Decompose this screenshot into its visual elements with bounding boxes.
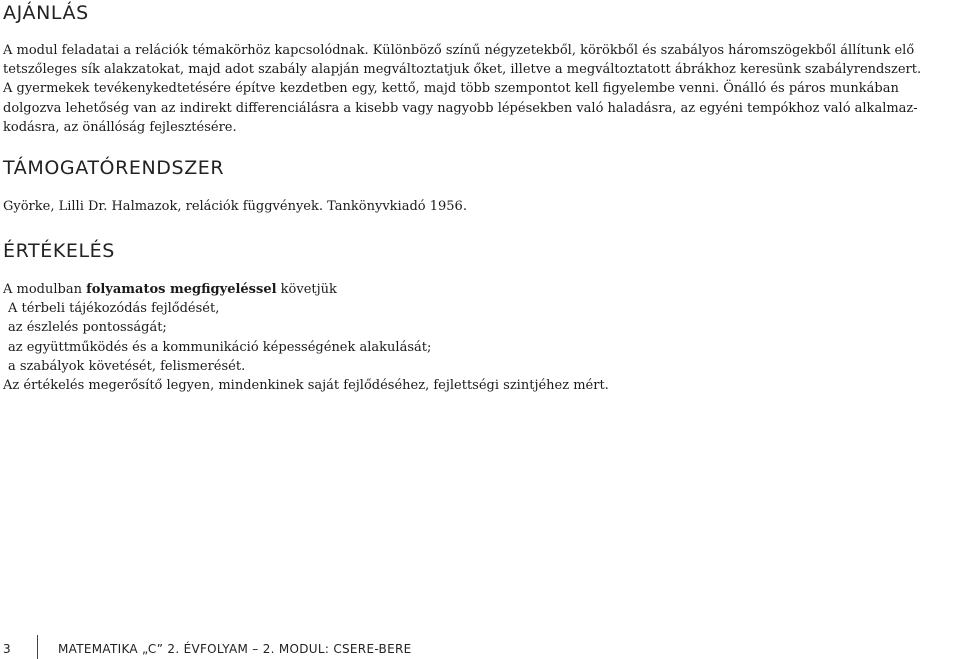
ajanlas-paragraph — [3, 41, 955, 137]
footer-title: MATEMATIKA „C” 2. ÉVFOLYAM – 2. MODUL: CSERE-BERE — [58, 642, 412, 656]
intro-prefix: A modulban — [3, 282, 87, 297]
page-number: 3 — [3, 642, 11, 656]
ertekeles-paragraph — [3, 280, 955, 395]
tamogatorendszer-paragraph — [3, 197, 955, 216]
ajanlas-line-5: kodásra, az önállóság fejlesztésére. — [3, 119, 237, 135]
ertekeles-item-1: A térbeli tájékozódás fejlődését, — [8, 301, 220, 317]
intro-bold: folyamatos megfigyeléssel — [86, 282, 277, 297]
ertekeles-intro — [3, 280, 955, 299]
ertekeles-item-3: az együttműködés és a kommunikáció képességének alakulását; — [8, 339, 432, 355]
ertekeles-item-2: az észlelés pontosságát; — [8, 320, 167, 336]
intro-suffix: követjük — [276, 282, 337, 297]
ajanlas-line-4: dolgozva lehetőség van az indirekt differenciálásra a kisebb vagy nagyobb lépésekben való haladásra, az egyéni tempókhoz való alkalmaz- — [3, 100, 918, 116]
ertekeles-closing: Az értékelés megerősítő legyen, mindenkinek saját fejlődéséhez, fejlettségi szintjéhez mért. — [3, 378, 609, 394]
section-heading-ajanlas: AJÁNLÁS — [3, 2, 89, 24]
page-footer — [3, 642, 411, 656]
ajanlas-line-2: tetszőleges sík alakzatokat, majd adot szabály alapján megváltoztatjuk őket, illetve a megváltoztatott ábrákhoz keresünk szabályrendszert. — [3, 62, 922, 78]
reference-text: Györke, Lilli Dr. Halmazok, relációk függvények. Tankönyvkiadó 1956. — [3, 199, 467, 214]
ertekeles-item-4: a szabályok követését, felismerését. — [8, 358, 246, 374]
section-heading-ertekeles: ÉRTÉKELÉS — [3, 240, 115, 262]
ajanlas-line-1: A modul feladatai a relációk témakörhöz kapcsolódnak. Különböző színű négyzetekből, körökből és szabályos háromszögekből állítunk elő — [3, 43, 915, 58]
section-heading-tamogatorendszer: TÁMOGATÓRENDSZER — [3, 157, 225, 179]
ajanlas-line-3: A gyermekek tevékenykedtetésére építve kezdetben egy, kettő, majd több szempontot kell figyelembe venni. Önálló és páros munkában — [3, 81, 899, 97]
